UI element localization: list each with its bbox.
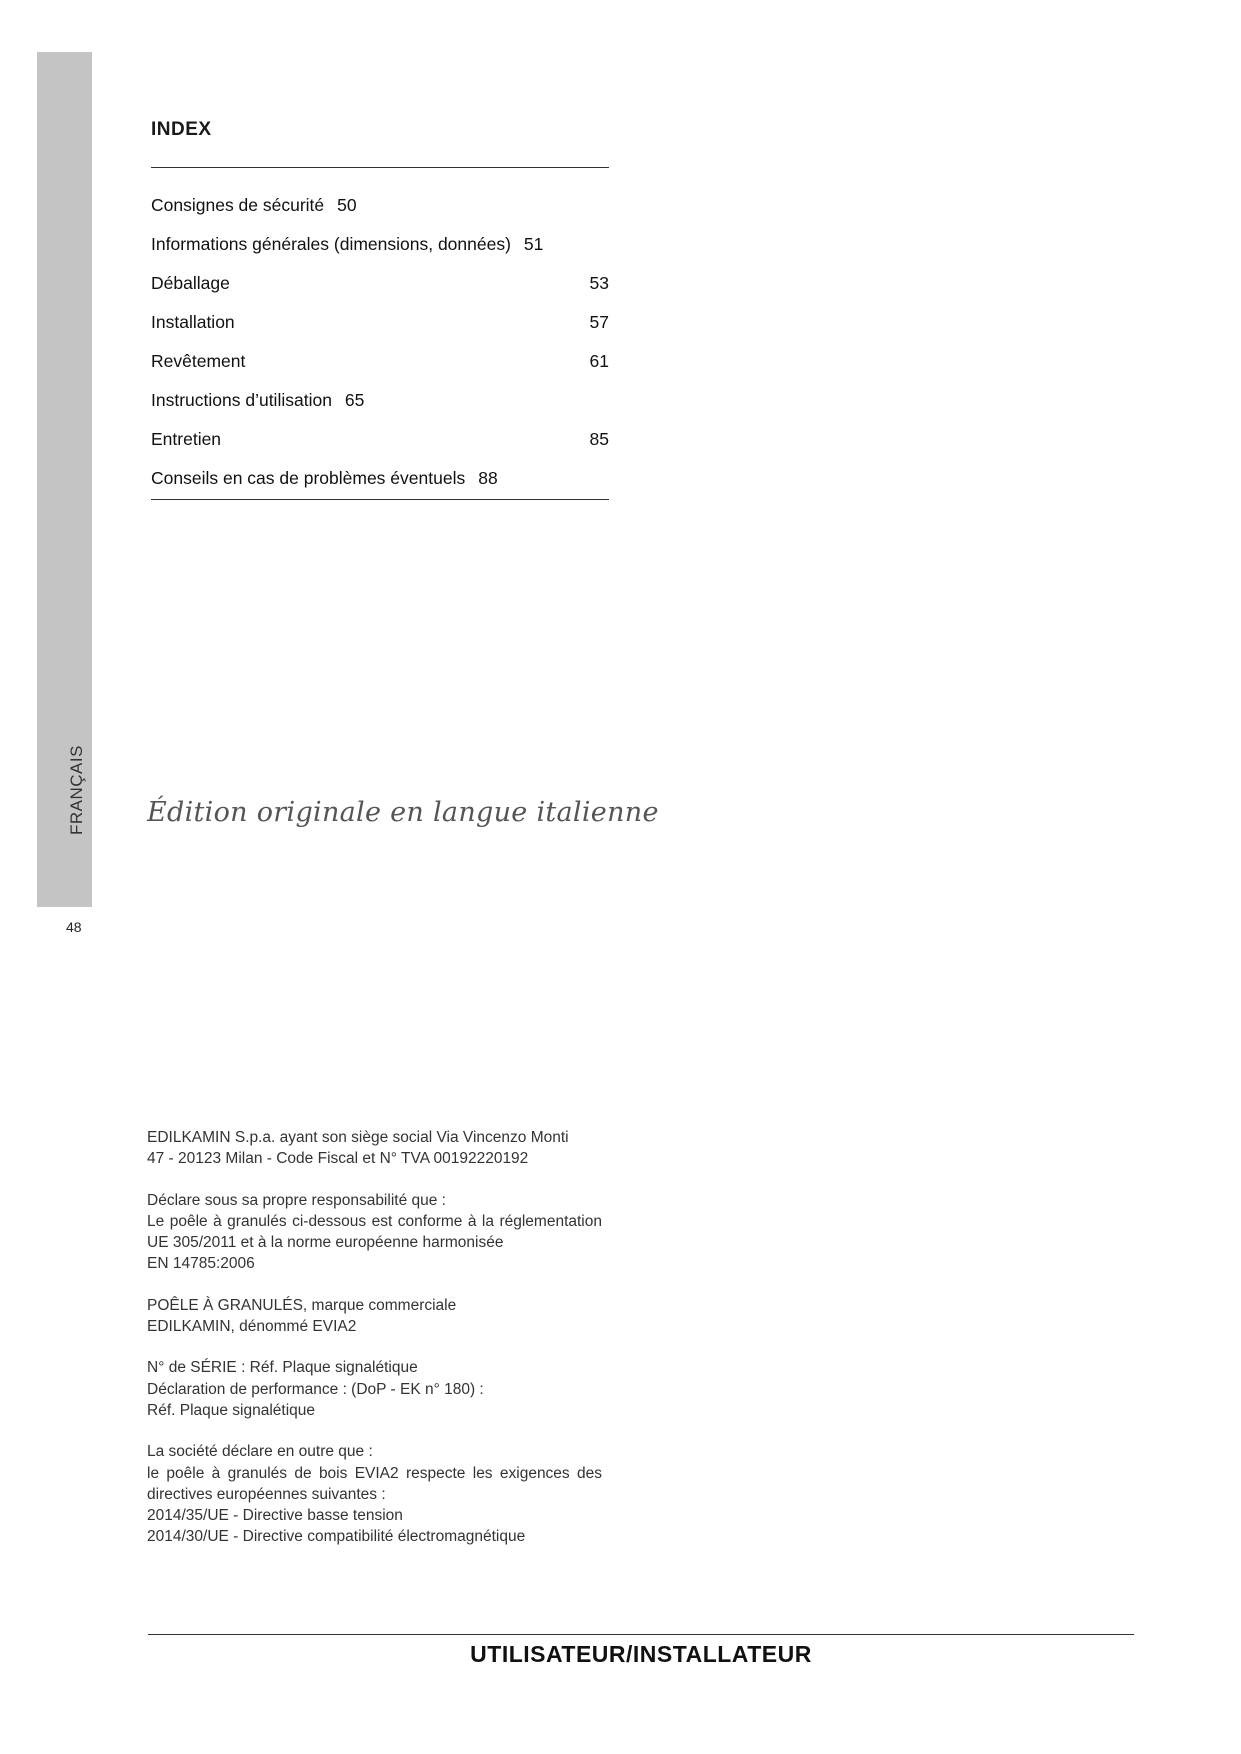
- toc-entry[interactable]: [151, 420, 609, 459]
- directive-line: 2014/35/UE - Directive basse tension: [147, 1507, 403, 1525]
- toc-entry-page: 51: [523, 234, 544, 254]
- footer-rule: [148, 1634, 1134, 1635]
- toc-entry-label: Consignes de sécurité: [151, 195, 325, 215]
- toc-entry[interactable]: [151, 303, 609, 342]
- index-top-rule: [151, 167, 609, 168]
- toc-entry-label: Revêtement: [151, 351, 246, 371]
- directives-paragraph: [147, 1441, 602, 1547]
- toc-entry-page: 53: [589, 273, 609, 293]
- toc-entry-page: 50: [337, 195, 357, 215]
- product-line: EDILKAMIN, dénommé EVIA2: [147, 1318, 357, 1336]
- footer-title: UTILISATEUR/INSTALLATEUR: [470, 1641, 812, 1667]
- directives-intro: le poêle à granulés de bois EVIA2 respecte les exigences des directives européennes suivantes :: [147, 1464, 602, 1503]
- also-declares-line: La société déclare en outre que :: [147, 1443, 373, 1461]
- serial-line: N° de SÉRIE : Réf. Plaque signalétique: [147, 1359, 418, 1377]
- page-number: 48: [66, 919, 82, 935]
- company-paragraph: [147, 1127, 602, 1170]
- toc-entry[interactable]: [151, 459, 609, 498]
- toc-entry-label: Conseils en cas de problèmes éventuels: [151, 468, 466, 488]
- company-line: EDILKAMIN S.p.a. ayant son siège social Via Vincenzo Monti: [147, 1129, 569, 1146]
- toc-entry-label: Installation: [151, 312, 235, 332]
- dop-line: Déclaration de performance : (DoP - EK n° 180) :: [147, 1380, 484, 1398]
- toc-entry-page: 61: [589, 351, 609, 371]
- toc-entry[interactable]: [151, 186, 609, 225]
- toc-entry-label: Entretien: [151, 429, 222, 449]
- index-bottom-rule: [151, 499, 609, 500]
- toc-entry-page: 88: [478, 468, 498, 488]
- standard-line: EN 14785:2006: [147, 1255, 255, 1273]
- toc-entry[interactable]: [151, 264, 609, 303]
- toc-entry-label: Informations générales (dimensions, données): [151, 234, 511, 254]
- declares-line: Déclare sous sa propre responsabilité que :: [147, 1191, 446, 1209]
- toc-entry[interactable]: [151, 342, 609, 381]
- product-line: POÊLE À GRANULÉS, marque commerciale: [147, 1296, 457, 1314]
- directive-line: 2014/30/UE - Directive compatibilité électromagnétique: [147, 1528, 526, 1546]
- product-paragraph: [147, 1295, 602, 1338]
- serial-paragraph: [147, 1357, 602, 1421]
- toc-entry[interactable]: [151, 381, 609, 420]
- toc-entry-label: Instructions d’utilisation: [151, 390, 332, 410]
- declaration-block: [147, 1127, 602, 1568]
- toc-entry[interactable]: [151, 225, 609, 264]
- table-of-contents: [151, 186, 609, 498]
- language-label: FRANÇAIS: [67, 745, 86, 835]
- toc-entry-page: 57: [589, 312, 609, 332]
- conformity-paragraph: [147, 1190, 602, 1275]
- dop-ref-line: Réf. Plaque signalétique: [147, 1401, 316, 1419]
- company-line: 47 - 20123 Milan - Code Fiscal et N° TVA 00192220192: [147, 1150, 529, 1168]
- toc-entry-page: 65: [344, 390, 365, 410]
- index-title: INDEX: [151, 119, 212, 140]
- toc-entry-label: Déballage: [151, 273, 230, 293]
- toc-entry-page: 85: [589, 429, 609, 449]
- edition-note: Édition originale en langue italienne: [147, 797, 659, 828]
- conformity-text: Le poêle à granulés ci-dessous est conforme à la réglementation UE 305/2011 et à la norme européenne harmonisée: [147, 1212, 602, 1252]
